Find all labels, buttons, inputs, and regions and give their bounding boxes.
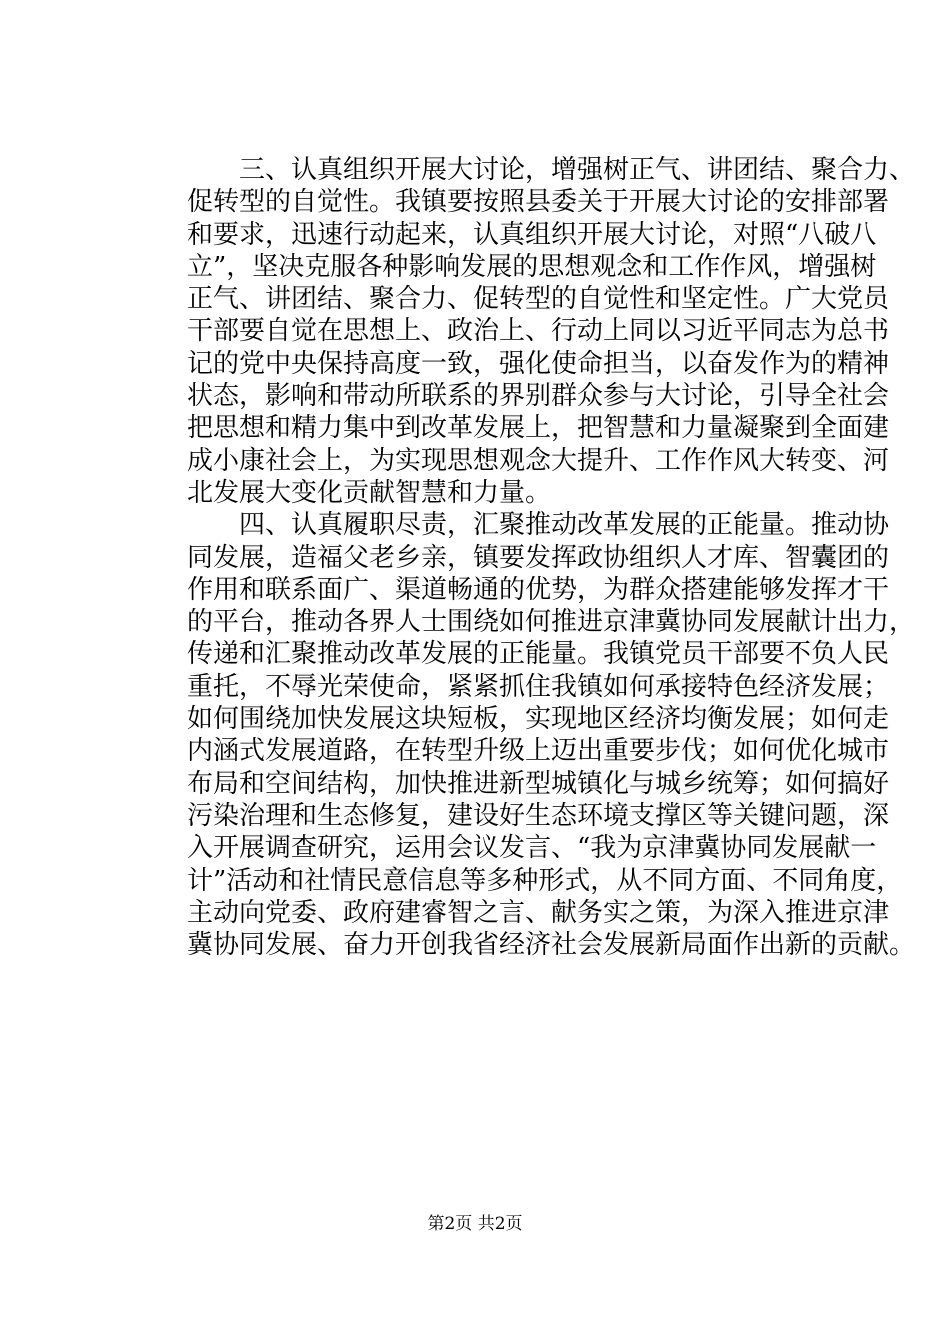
text-line: 入开展调查研究，运用会议发言、“我为京津冀协同发展献一	[187, 833, 877, 864]
text-line: 作用和联系面广、渠道畅通的优势，为群众搭建能够发挥才干	[187, 574, 890, 605]
text-line: 的平台，推动各界人士围绕如何推进京津冀协同发展献计出力，	[187, 607, 916, 638]
text-line: 和要求，迅速行动起来，认真组织开展大讨论，对照“八破八	[187, 219, 877, 250]
text-line: 四、认真履职尽责，汇聚推动改革发展的正能量。推动协	[239, 510, 890, 541]
text-line: 成小康社会上，为实现思想观念大提升、工作作风大转变、河	[187, 445, 890, 476]
text-line: 冀协同发展、奋力开创我省经济社会发展新局面作出新的贡献。	[187, 930, 916, 961]
text-line: 内涵式发展道路，在转型升级上迈出重要步伐；如何优化城市	[187, 736, 890, 767]
text-line: 记的党中央保持高度一致，强化使命担当，以奋发作为的精神	[187, 348, 890, 379]
document-body	[187, 154, 916, 961]
paragraph-section-three	[187, 154, 916, 509]
text-line: 正气、讲团结、聚合力、促转型的自觉性和坚定性。广大党员	[187, 284, 890, 315]
page-number-indicator: 第2页 共2页	[427, 1214, 523, 1234]
text-line: 同发展，造福父老乡亲，镇要发挥政协组织人才库、智囊团的	[187, 542, 890, 573]
page-footer	[0, 1212, 950, 1236]
text-line: 北发展大变化贡献智慧和力量。	[187, 477, 552, 508]
text-line: 促转型的自觉性。我镇要按照县委关于开展大讨论的安排部署	[187, 187, 890, 218]
text-line: 如何围绕加快发展这块短板，实现地区经济均衡发展；如何走	[187, 704, 890, 735]
text-line: 干部要自觉在思想上、政治上、行动上同以习近平同志为总书	[187, 316, 890, 347]
text-line: 把思想和精力集中到改革发展上，把智慧和力量凝聚到全面建	[187, 413, 890, 444]
text-line: 重托，不辱光荣使命，紧紧抓住我镇如何承接特色经济发展；	[187, 671, 890, 702]
text-line: 传递和汇聚推动改革发展的正能量。我镇党员干部要不负人民	[187, 639, 890, 670]
text-line: 布局和空间结构，加快推进新型城镇化与城乡统筹；如何搞好	[187, 768, 890, 799]
text-line: 三、认真组织开展大讨论，增强树正气、讲团结、聚合力、	[239, 155, 916, 185]
paragraph-section-four	[187, 509, 916, 961]
text-line: 立”，坚决克服各种影响发展的思想观念和工作作风，增强树	[187, 251, 877, 282]
text-line: 状态，影响和带动所联系的界别群众参与大讨论，引导全社会	[187, 381, 890, 412]
text-line: 污染治理和生态修复，建设好生态环境支撑区等关键问题，深	[187, 800, 890, 831]
text-line: 计”活动和社情民意信息等多种形式，从不同方面、不同角度，	[187, 865, 903, 896]
text-line: 主动向党委、政府建睿智之言、献务实之策，为深入推进京津	[187, 897, 890, 928]
